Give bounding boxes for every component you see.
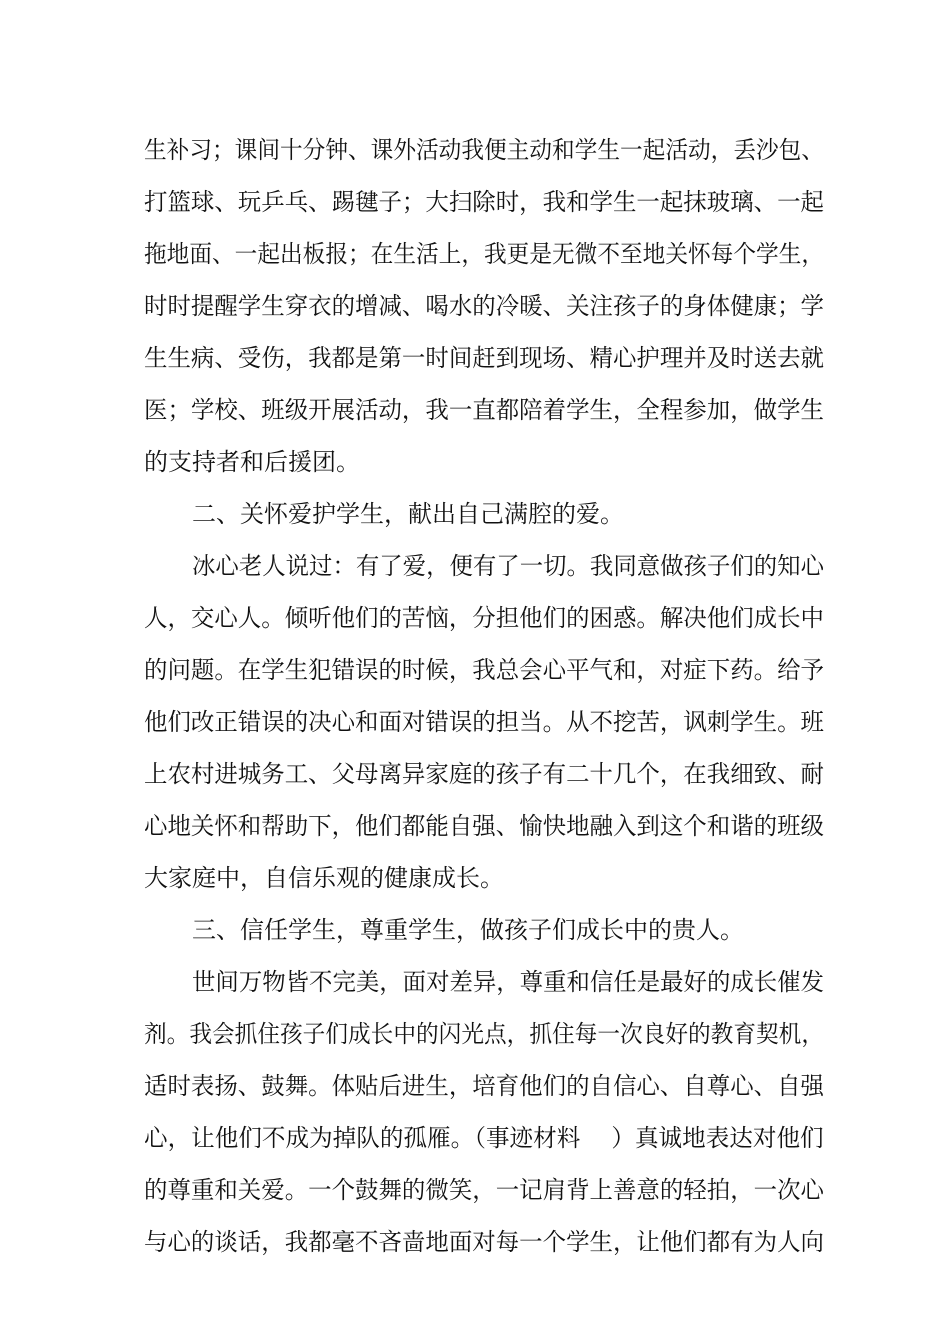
section-heading-text: 三、信任学生，尊重学生，做孩子们成长中的贵人。: [192, 916, 744, 944]
text-line-content: 生补习；课间十分钟、课外活动我便主动和学生一起活动，丢沙包、: [144, 136, 824, 164]
text-line-content: 的尊重和关爱。一个鼓舞的微笑，一记肩背上善意的轻拍，一次心: [144, 1176, 824, 1204]
text-line: [0, 1014, 950, 1054]
text-line-content: 与心的谈话，我都毫不吝啬地面对每一个学生，让他们都有为人向: [144, 1228, 824, 1256]
text-line-content: 他们改正错误的决心和面对错误的担当。从不挖苦，讽刺学生。班: [144, 708, 824, 736]
text-line: [0, 702, 950, 742]
text-line: [0, 1066, 950, 1106]
text-line-content: 心，让他们不成为掉队的孤雁。（事迹材料 ）真诚地表达对他们: [144, 1124, 824, 1152]
text-line: [0, 390, 950, 430]
text-line-content: 适时表扬、鼓舞。体贴后进生，培育他们的自信心、自尊心、自强: [144, 1072, 824, 1100]
text-line: [0, 1170, 950, 1210]
text-line-content: 上农村进城务工、父母离异家庭的孩子有二十几个，在我细致、耐: [144, 760, 824, 788]
text-line: [0, 858, 950, 898]
text-line-content: 剂。我会抓住孩子们成长中的闪光点，抓住每一次良好的教育契机，: [144, 1020, 824, 1048]
text-line-content: 的支持者和后援团。: [144, 448, 360, 476]
text-line: [0, 338, 950, 378]
text-line-content: 医；学校、班级开展活动，我一直都陪着学生，全程参加，做学生: [144, 396, 824, 424]
text-line: [0, 1222, 950, 1262]
text-line: [0, 754, 950, 794]
text-line: [0, 442, 950, 482]
text-line: [0, 130, 950, 170]
section-heading: [0, 910, 950, 950]
section-heading-text: 二、关怀爱护学生，献出自己满腔的爱。: [192, 500, 624, 528]
text-line-content: 的问题。在学生犯错误的时候，我总会心平气和，对症下药。给予: [144, 656, 824, 684]
text-line: [0, 806, 950, 846]
text-line: [0, 286, 950, 326]
text-line-content: 拖地面、一起出板报；在生活上，我更是无微不至地关怀每个学生，: [144, 240, 824, 268]
text-line-content: 心地关怀和帮助下，他们都能自强、愉快地融入到这个和谐的班级: [144, 812, 824, 840]
text-line-content: 冰心老人说过：有了爱，便有了一切。我同意做孩子们的知心: [192, 552, 824, 580]
text-line: [0, 234, 950, 274]
text-line-content: 生生病、受伤，我都是第一时间赶到现场、精心护理并及时送去就: [144, 344, 824, 372]
text-line: [0, 598, 950, 638]
text-line: [0, 182, 950, 222]
text-line-content: 打篮球、玩乒乓、踢毽子；大扫除时，我和学生一起抹玻璃、一起: [144, 188, 824, 216]
text-line-content: 大家庭中，自信乐观的健康成长。: [144, 864, 504, 892]
paragraph-first-line: [0, 546, 950, 586]
text-line: [0, 650, 950, 690]
text-line: [0, 1118, 950, 1158]
text-line-content: 时时提醒学生穿衣的增减、喝水的冷暖、关注孩子的身体健康；学: [144, 292, 824, 320]
paragraph-first-line: [0, 962, 950, 1002]
section-heading: [0, 494, 950, 534]
text-line-content: 世间万物皆不完美，面对差异，尊重和信任是最好的成长催发: [192, 968, 824, 996]
text-line-content: 人，交心人。倾听他们的苦恼，分担他们的困惑。解决他们成长中: [144, 604, 824, 632]
